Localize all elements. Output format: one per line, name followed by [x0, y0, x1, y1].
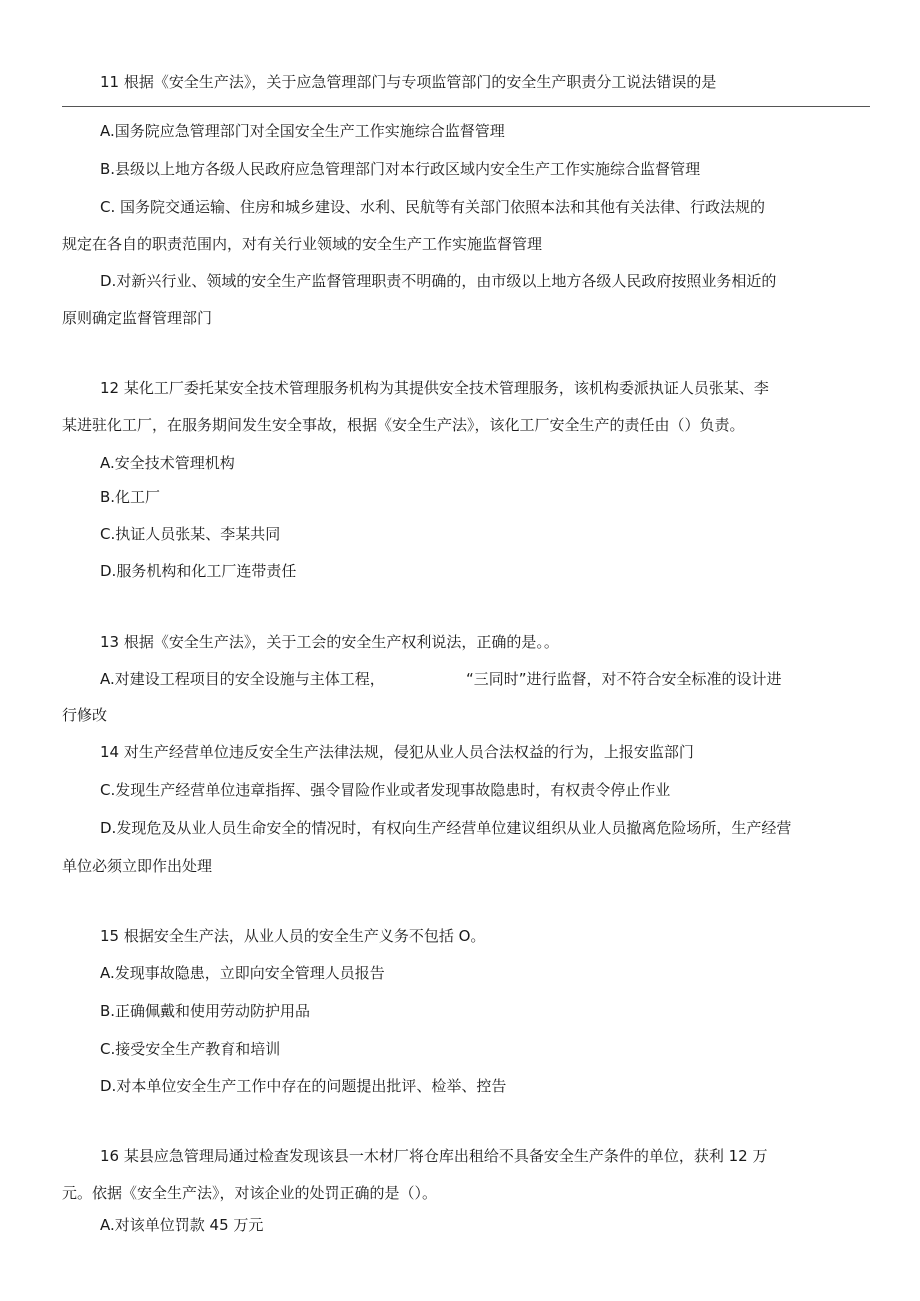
q11-option-c-line2: 规定在各自的职责范围内，对有关行业领域的安全生产工作实施监督管理 [62, 235, 543, 253]
q13-option-a-left: A.对建设工程项目的安全设施与主体工程， [100, 670, 385, 688]
q14-option-d-line1: D.发现危及从业人员生命安全的情况时，有权向生产经营单位建议组织从业人员撤离危险场所，生产经营 [100, 819, 792, 837]
q15-option-c: C.接受安全生产教育和培训 [100, 1040, 281, 1058]
q12-stem-line2: 某进驻化工厂，在服务期间发生安全事故，根据《安全生产法》，该化工厂安全生产的责任由（）负责。 [62, 416, 745, 434]
q11-option-c-line1: C. 国务院交通运输、住房和城乡建设、水利、民航等有关部门依照本法和其他有关法律、行政法规的 [100, 198, 766, 216]
q15-option-d: D.对本单位安全生产工作中存在的问题提出批评、检举、控告 [100, 1077, 507, 1095]
q16-stem-line1: 16 某县应急管理局通过检查发现该县一木材厂将仓库出租给不具备安全生产条件的单位，获利 12 万 [100, 1147, 768, 1165]
q16-option-a: A.对该单位罚款 45 万元 [100, 1216, 264, 1234]
q14-stem: 14 对生产经营单位违反安全生产法律法规，侵犯从业人员合法权益的行为，上报安监部门 [100, 743, 694, 761]
q11-option-d-line2: 原则确定监督管理部门 [62, 309, 213, 327]
q13-option-a-line2: 行修改 [62, 706, 108, 724]
q11-option-a: A.国务院应急管理部门对全国安全生产工作实施综合监督管理 [100, 122, 505, 140]
q11-option-d-line1: D.对新兴行业、领域的安全生产监督管理职责不明确的，由市级以上地方各级人民政府按照业务相近的 [100, 272, 777, 290]
q15-option-a: A.发现事故隐患，立即向安全管理人员报告 [100, 964, 385, 982]
q12-option-a: A.安全技术管理机构 [100, 454, 235, 472]
q15-stem: 15 根据安全生产法，从业人员的安全生产义务不包括 O。 [100, 927, 486, 945]
q16-stem-line2: 元。依据《安全生产法》，对该企业的处罚正确的是（）。 [62, 1184, 438, 1202]
q13-option-a-right: “三同时”进行监督，对不符合安全标准的设计进 [466, 670, 782, 688]
q12-option-b: B.化工厂 [100, 488, 161, 506]
q13-stem: 13 根据《安全生产法》，关于工会的安全生产权利说法，正确的是。。 [100, 633, 559, 651]
q12-stem-line1: 12 某化工厂委托某安全技术管理服务机构为其提供安全技术管理服务，该机构委派执证人员张某、李 [100, 379, 769, 397]
q15-option-b: B.正确佩戴和使用劳动防护用品 [100, 1002, 311, 1020]
q14-option-c: C.发现生产经营单位违章指挥、强令冒险作业或者发现事故隐患时，有权责令停止作业 [100, 781, 671, 799]
q11-option-b: B.县级以上地方各级人民政府应急管理部门对本行政区域内安全生产工作实施综合监督管理 [100, 160, 701, 178]
q12-option-c: C.执证人员张某、李某共同 [100, 525, 281, 543]
q12-option-d: D.服务机构和化工厂连带责任 [100, 562, 297, 580]
q11-stem: 11 根据《安全生产法》，关于应急管理部门与专项监管部门的安全生产职责分工说法错误的是 [100, 73, 717, 91]
q14-option-d-line2: 单位必须立即作出处理 [62, 857, 213, 875]
header-rule [62, 106, 870, 107]
